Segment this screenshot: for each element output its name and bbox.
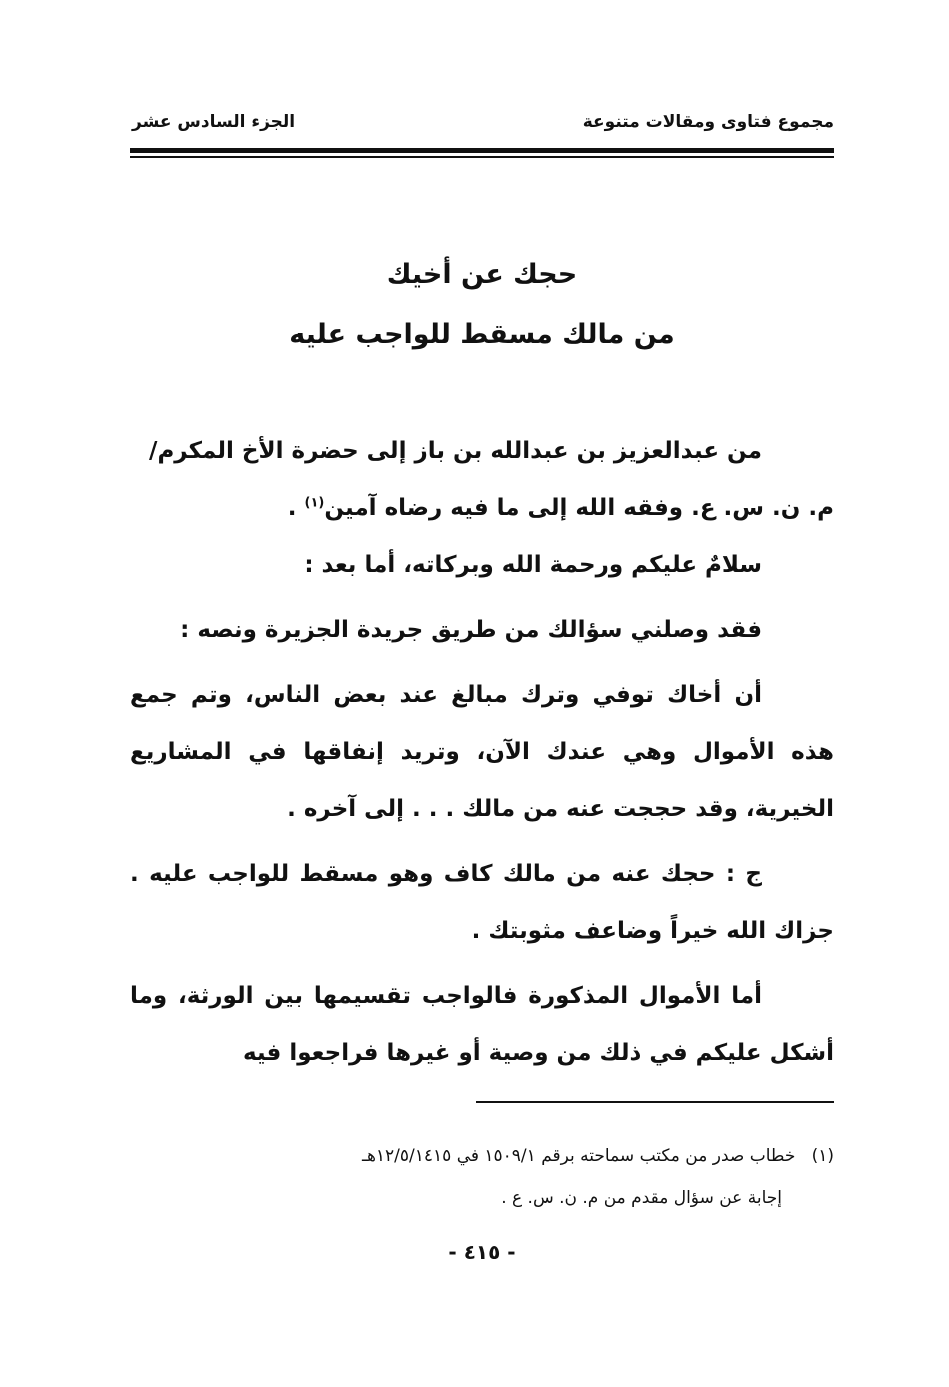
salutation-end: .	[287, 495, 297, 521]
footnote-marker: (١)	[304, 495, 325, 511]
footnote-separator	[476, 1101, 834, 1103]
footnote-1-line-1	[130, 1135, 834, 1177]
salutation-line-1: من عبدالعزيز بن عبدالله بن باز إلى حضرة الأخ المكرم/	[149, 438, 762, 464]
volume-title: الجزء السادس عشر	[132, 112, 296, 132]
footnote-1-line-2: إجابة عن سؤال مقدم من م. ن. س. ع .	[501, 1188, 782, 1208]
header-rule-thick	[130, 148, 834, 153]
footnotes	[130, 1135, 834, 1219]
page-number: - ٤١٥ -	[448, 1240, 516, 1264]
salutation-line-2: م. ن. س. ع. وفقه الله إلى ما فيه رضاه آمين	[324, 495, 834, 521]
book-title: مجموع فتاوى ومقالات متنوعة	[582, 112, 834, 132]
paragraph-inheritance: أما الأموال المذكورة فالواجب تقسيمها بين الورثة، وما أشكل عليكم في ذلك من وصية أو غيرها فراجعوا فيه	[130, 983, 834, 1066]
running-header	[132, 112, 834, 142]
paragraph-salutation	[130, 423, 834, 537]
paragraph-question: أن أخاك توفي وترك مبالغ عند بعض الناس، وتم جمع هذه الأموال وهي عندك الآن، وتريد إنفاقها في المشاريع الخيرية، وقد حججت عنه من مالك . . . إلى آخره .	[130, 682, 834, 822]
title-line-1: حجك عن أخيك	[386, 259, 578, 290]
article-body	[130, 423, 834, 1082]
paragraph-answer: ج : حجك عنه من مالك كاف وهو مسقط للواجب عليه . جزاك الله خيراً وضاعف مثوبتك .	[130, 861, 834, 944]
article-title	[130, 245, 834, 365]
title-line-2: من مالك مسقط للواجب عليه	[289, 319, 675, 350]
paragraph-greeting: سلامٌ عليكم ورحمة الله وبركاته، أما بعد :	[304, 552, 762, 578]
header-rule-thin	[130, 156, 834, 158]
paragraph-intro: فقد وصلني سؤالك من طريق جريدة الجزيرة ونصه :	[180, 617, 762, 643]
footnote-1-marker: (١)	[811, 1146, 834, 1166]
footnote-1-text: خطاب صدر من مكتب سماحته برقم ١٥٠٩/١ في ١٢/٥/١٤١٥هـ	[361, 1146, 796, 1166]
